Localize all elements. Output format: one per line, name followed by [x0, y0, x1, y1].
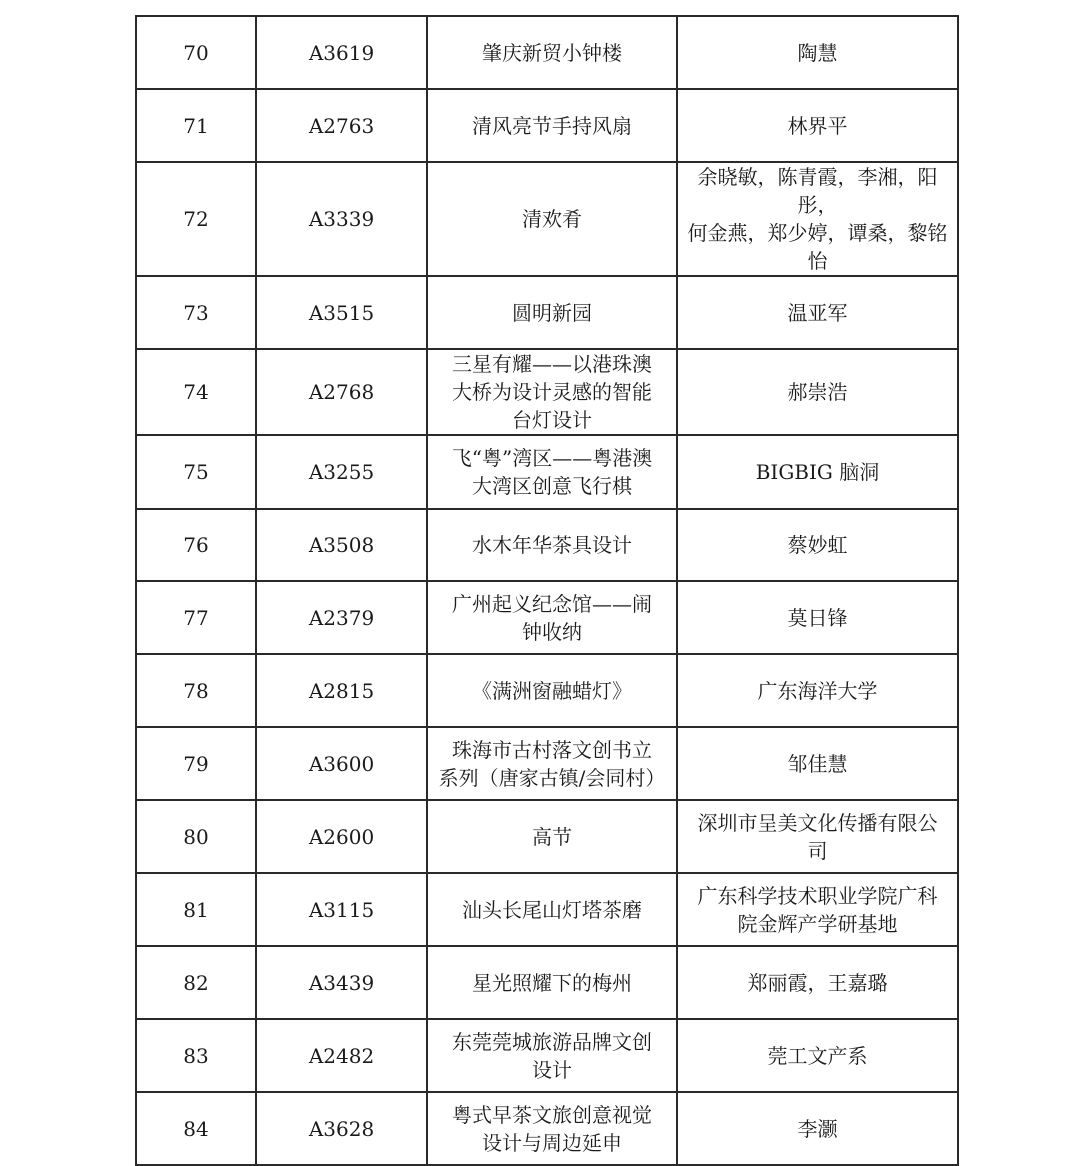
- code-cell: A2763: [256, 89, 427, 162]
- title-cell-line: 东莞莞城旅游品牌文创: [452, 1029, 652, 1054]
- title-cell: [427, 276, 677, 349]
- entries-table-body: [136, 16, 958, 1165]
- table-row: [136, 873, 958, 946]
- table-row: [136, 276, 958, 349]
- author-cell-line: 司: [807, 838, 828, 863]
- code-cell: A2600: [256, 800, 427, 873]
- title-cell-line: 水木年华茶具设计: [472, 533, 632, 557]
- title-cell-line: 高节: [532, 824, 572, 849]
- code-cell: A3115: [256, 873, 427, 946]
- author-cell: [677, 727, 958, 800]
- author-cell: [677, 946, 958, 1019]
- title-cell-line: 大桥为设计灵感的智能: [452, 380, 652, 404]
- table-row: [136, 654, 958, 727]
- code-cell: A3255: [256, 435, 427, 509]
- title-cell: [427, 435, 677, 509]
- title-cell-line: 汕头长尾山灯塔茶磨: [462, 897, 642, 922]
- table-row: [136, 162, 958, 276]
- title-cell: [427, 727, 677, 800]
- code-cell: A2815: [256, 654, 427, 727]
- author-cell-line: 林界平: [787, 113, 848, 138]
- author-cell-line: 李灏: [797, 1116, 838, 1141]
- index-cell: 77: [136, 581, 256, 654]
- index-cell: 79: [136, 727, 256, 800]
- title-cell-line: 肇庆新贸小钟楼: [482, 40, 622, 65]
- table-row: [136, 1092, 958, 1165]
- author-cell: [677, 16, 958, 89]
- code-cell: A3515: [256, 276, 427, 349]
- title-cell-line: 台灯设计: [512, 408, 592, 432]
- title-cell-line: 清风亮节手持风扇: [472, 113, 632, 138]
- author-cell: [677, 873, 958, 946]
- author-cell: [677, 654, 958, 727]
- title-cell: [427, 873, 677, 946]
- index-cell: 82: [136, 946, 256, 1019]
- title-cell-line: 钟收纳: [522, 619, 582, 644]
- author-cell-line: 怡: [807, 249, 828, 273]
- title-cell-line: 《满洲窗融蜡灯》: [472, 678, 632, 703]
- author-cell-line: 蔡妙虹: [787, 533, 848, 557]
- author-cell: [677, 89, 958, 162]
- index-cell: 81: [136, 873, 256, 946]
- index-cell: 76: [136, 509, 256, 581]
- index-cell: 75: [136, 435, 256, 509]
- author-cell-line: 广东海洋大学: [757, 678, 878, 703]
- title-cell-line: 大湾区创意飞行棋: [472, 474, 632, 498]
- index-cell: 74: [136, 349, 256, 435]
- table-row: [136, 349, 958, 435]
- author-cell: [677, 276, 958, 349]
- author-cell-line: 莫日锋: [787, 605, 848, 630]
- title-cell: [427, 16, 677, 89]
- author-cell-line: 深圳市呈美文化传播有限公: [697, 810, 938, 835]
- code-cell: A3628: [256, 1092, 427, 1165]
- table-row: [136, 800, 958, 873]
- index-cell: 70: [136, 16, 256, 89]
- title-cell-line: 系列（唐家古镇/会同村）: [438, 765, 666, 790]
- index-cell: 84: [136, 1092, 256, 1165]
- author-cell: [677, 1092, 958, 1165]
- author-cell-line: 温亚军: [787, 300, 848, 325]
- code-cell: A3339: [256, 162, 427, 276]
- title-cell: [427, 162, 677, 276]
- table-row: [136, 581, 958, 654]
- index-cell: 80: [136, 800, 256, 873]
- table-row: [136, 946, 958, 1019]
- index-cell: 73: [136, 276, 256, 349]
- title-cell: [427, 349, 677, 435]
- author-cell-line: 余晓敏，陈青霞，李湘，阳彤，: [697, 165, 938, 217]
- title-cell-line: 设计与周边延申: [482, 1130, 622, 1155]
- title-cell: [427, 1019, 677, 1092]
- code-cell: A3439: [256, 946, 427, 1019]
- title-cell: [427, 800, 677, 873]
- author-cell-line: BIGBIG 脑洞: [755, 460, 880, 484]
- author-cell: [677, 1019, 958, 1092]
- table-row: [136, 1019, 958, 1092]
- author-cell: [677, 509, 958, 581]
- title-cell-line: 粤式早茶文旅创意视觉: [452, 1102, 652, 1127]
- table-row: [136, 16, 958, 89]
- title-cell-line: 珠海市古村落文创书立: [452, 737, 652, 762]
- title-cell: [427, 89, 677, 162]
- code-cell: A2482: [256, 1019, 427, 1092]
- code-cell: A3619: [256, 16, 427, 89]
- title-cell-line: 清欢肴: [522, 207, 582, 231]
- title-cell: [427, 654, 677, 727]
- author-cell-line: 院金辉产学研基地: [737, 911, 898, 936]
- author-cell: [677, 581, 958, 654]
- index-cell: 78: [136, 654, 256, 727]
- title-cell: [427, 946, 677, 1019]
- title-cell: [427, 1092, 677, 1165]
- title-cell: [427, 509, 677, 581]
- author-cell: [677, 435, 958, 509]
- code-cell: A2379: [256, 581, 427, 654]
- code-cell: A3600: [256, 727, 427, 800]
- author-cell-line: 邹佳慧: [787, 751, 848, 776]
- code-cell: A3508: [256, 509, 427, 581]
- entries-table: [135, 15, 959, 1166]
- title-cell-line: 圆明新园: [512, 300, 592, 325]
- title-cell-line: 星光照耀下的梅州: [472, 970, 632, 995]
- author-cell-line: 广东科学技术职业学院广科: [697, 883, 938, 908]
- title-cell-line: 设计: [532, 1057, 572, 1082]
- table-row: [136, 435, 958, 509]
- table-row: [136, 89, 958, 162]
- index-cell: 72: [136, 162, 256, 276]
- author-cell-line: 何金燕，郑少婷，谭桑，黎铭: [687, 221, 948, 245]
- author-cell-line: 陶慧: [797, 40, 838, 65]
- title-cell-line: 三星有耀——以港珠澳: [452, 352, 652, 376]
- code-cell: A2768: [256, 349, 427, 435]
- index-cell: 83: [136, 1019, 256, 1092]
- author-cell-line: 郑丽霞，王嘉璐: [747, 970, 888, 995]
- title-cell-line: 广州起义纪念馆——闹: [452, 591, 652, 616]
- title-cell: [427, 581, 677, 654]
- author-cell: [677, 800, 958, 873]
- author-cell-line: 郝崇浩: [787, 380, 848, 404]
- table-row: [136, 509, 958, 581]
- index-cell: 71: [136, 89, 256, 162]
- title-cell-line: 飞“粤”湾区——粤港澳: [451, 446, 653, 470]
- table-row: [136, 727, 958, 800]
- author-cell: [677, 162, 958, 276]
- author-cell-line: 莞工文产系: [767, 1043, 868, 1068]
- author-cell: [677, 349, 958, 435]
